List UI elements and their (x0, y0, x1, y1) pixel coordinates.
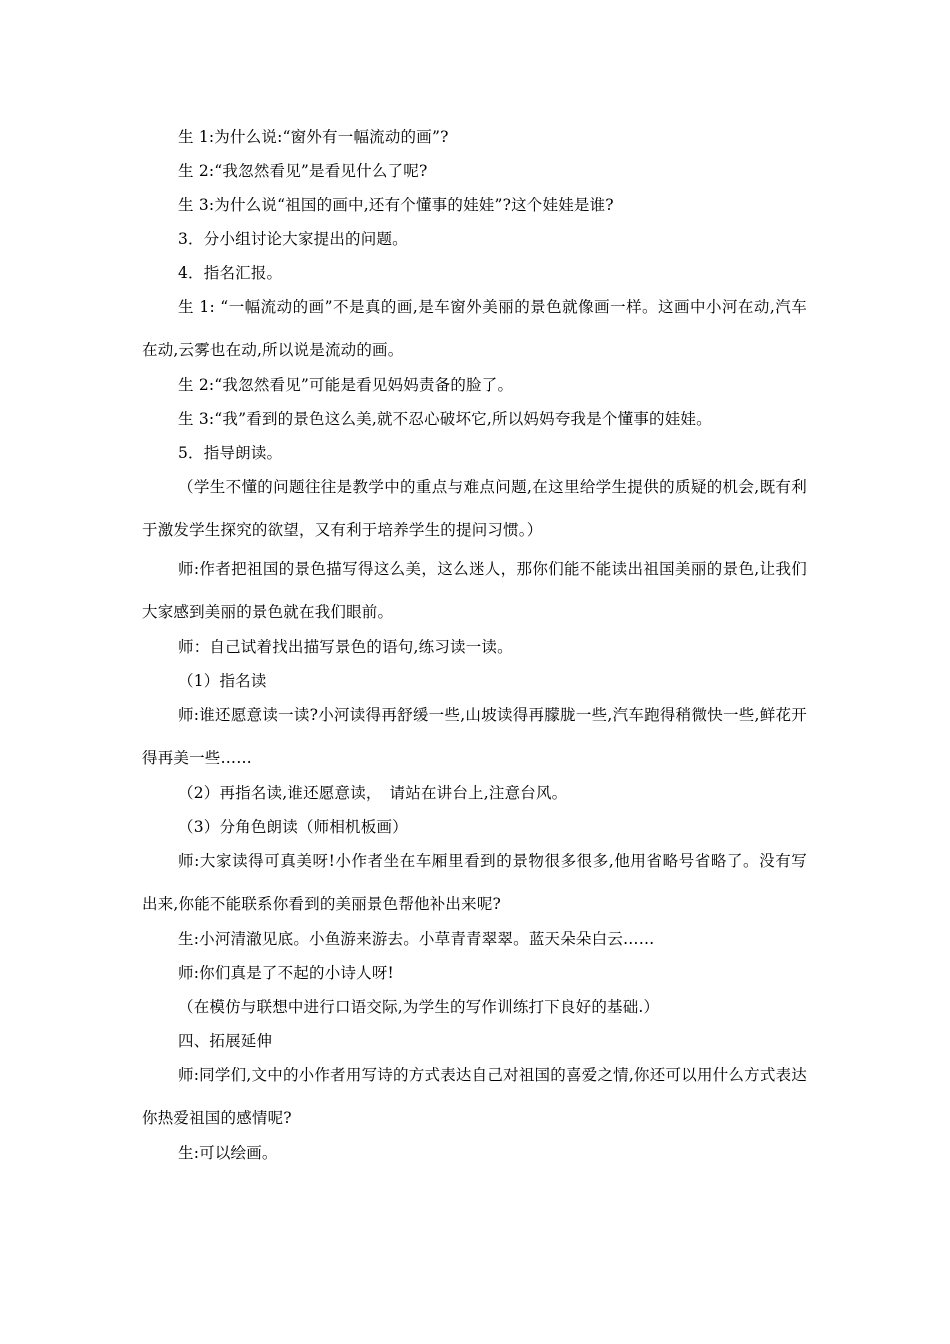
paragraph-teacher-extension: 师:同学们,文中的小作者用写诗的方式表达自己对祖国的喜爱之情,你还可以用什么方式表达你热爱祖国的感情呢? (142, 1066, 807, 1127)
paragraph-teacher-self-read: 师：自己试着找出描写景色的语句,练习读一读。 (178, 638, 513, 656)
paragraph-student3-question: 生 3:为什么说“祖国的画中,还有个懂事的娃娃”?这个娃娃是谁? (178, 196, 614, 214)
paragraph-student2-question: 生 2:“我忽然看见”是看见什么了呢? (178, 162, 428, 180)
paragraph-teacher-reading: 师:作者把祖国的景色描写得这么美，这么迷人，那你们能不能读出祖国美丽的景色,让我们大家感到美丽的景色就在我们眼前。 (142, 560, 807, 621)
paragraph-substep-3: （3）分角色朗读（师相机板画） (178, 818, 408, 836)
paragraph-student3-answer: 生 3:“我”看到的景色这么美,就不忍心破坏它,所以妈妈夸我是个懂事的娃娃。 (178, 410, 712, 428)
section-heading-extension: 四、拓展延伸 (178, 1032, 273, 1050)
paragraph-teacher-ellipsis: 师:大家读得可真美呀!小作者坐在车厢里看到的景物很多很多,他用省略号省略了。没有写出来,你能不能联系你看到的美丽景色帮他补出来呢? (142, 852, 807, 913)
paragraph-student2-answer: 生 2:“我忽然看见”可能是看见妈妈责备的脸了。 (178, 376, 514, 394)
paragraph-note-oral: （在模仿与联想中进行口语交际,为学生的写作训练打下良好的基础.） (178, 998, 660, 1016)
document-body (142, 120, 807, 1170)
paragraph-teacher-who-reads: 师:谁还愿意读一读?小河读得再舒缓一些,山坡读得再朦胧一些,汽车跑得稍微快一些,鲜花开得再美一些…… (142, 706, 807, 767)
paragraph-student1-answer: 生 1: “一幅流动的画”不是真的画,是车窗外美丽的景色就像画一样。这画中小河在动,汽车在动,云雾也在动,所以说是流动的画。 (142, 298, 807, 359)
paragraph-substep-2: （2）再指名读,谁还愿意读， 请站在讲台上,注意台风。 (178, 784, 568, 802)
paragraph-student-drawing: 生:可以绘画。 (178, 1144, 278, 1162)
paragraph-step-4: 4．指名汇报。 (178, 264, 283, 282)
paragraph-student1-question: 生 1:为什么说:“窗外有一幅流动的画”? (178, 128, 449, 146)
paragraph-teacher-praise: 师:你们真是了不起的小诗人呀! (178, 964, 394, 982)
paragraph-student-poem: 生:小河清澈见底。小鱼游来游去。小草青青翠翠。蓝天朵朵白云…… (178, 930, 655, 948)
paragraph-substep-1: （1）指名读 (178, 672, 267, 690)
paragraph-note-questions: （学生不懂的问题往往是教学中的重点与难点问题,在这里给学生提供的质疑的机会,既有利于激发学生探究的欲望，又有利于培养学生的提问习惯。） (142, 478, 807, 539)
paragraph-step-3: 3．分小组讨论大家提出的问题。 (178, 230, 408, 248)
paragraph-step-5: 5．指导朗读。 (178, 444, 283, 462)
